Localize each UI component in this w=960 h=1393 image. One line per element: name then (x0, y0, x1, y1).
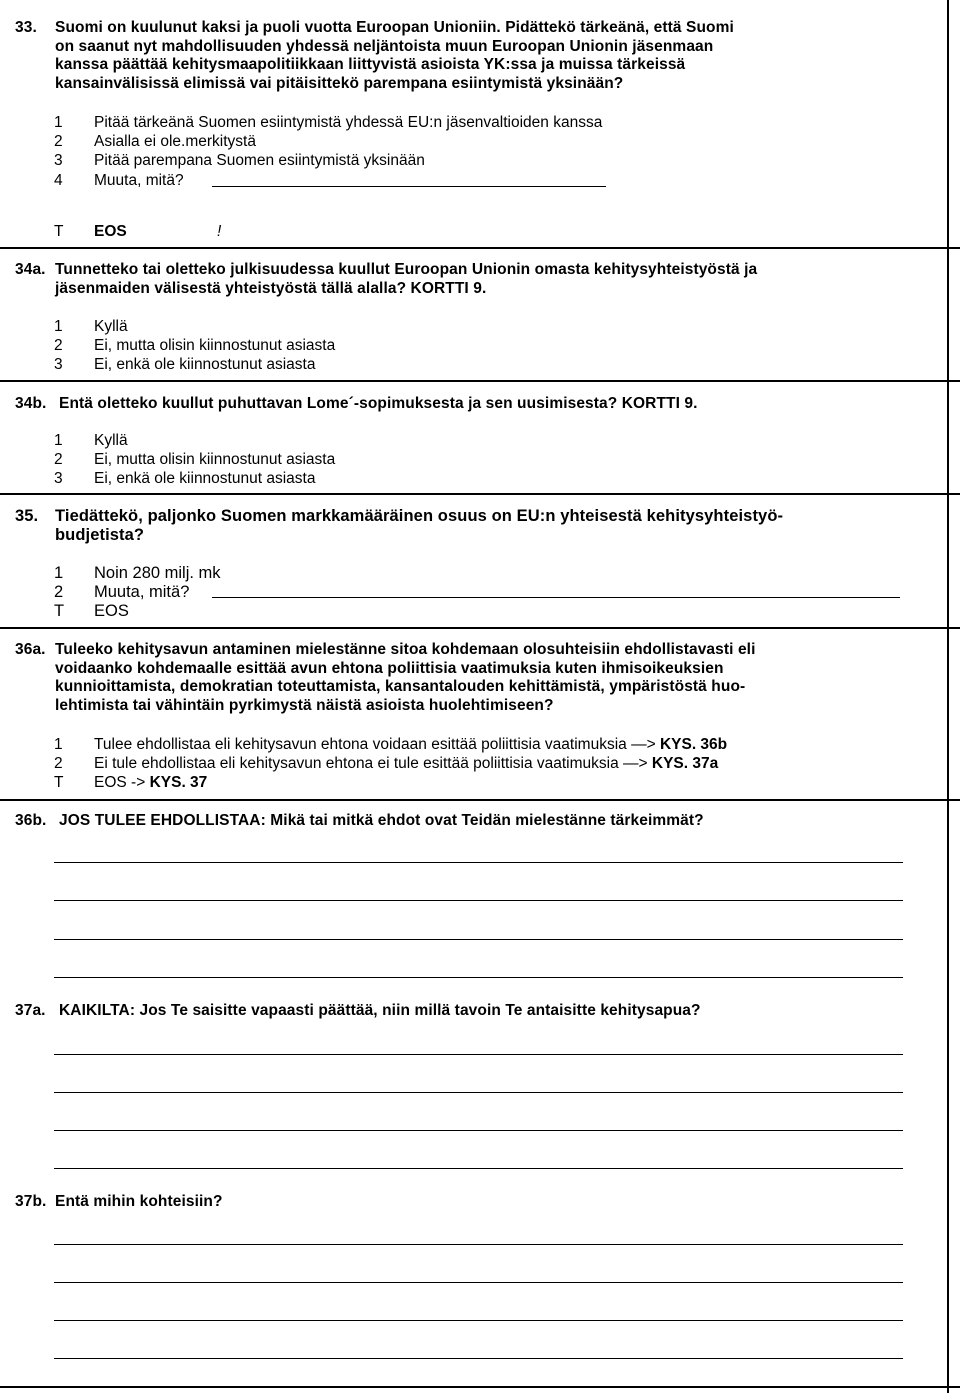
bottom-border (0, 1386, 960, 1388)
answer-line-36b-4[interactable] (54, 977, 903, 978)
question-number: 37b. (15, 1193, 47, 1210)
question-number: 35. (15, 507, 39, 525)
right-border (947, 0, 949, 1393)
goto-label: KYS. 36b (659, 736, 728, 753)
question-text: Tunnetteko tai oletteko julkisuudessa kuullut Euroopan Unionin omasta kehitysyhteistyöstä ja jäsenmaiden välisestä yhteistyöstä tällä alalla? KORTTI 9. (55, 261, 758, 297)
divider-34a (0, 380, 960, 382)
question-text: JOS TULEE EHDOLLISTAA: Mikä tai mitkä ehdot ovat Teidän mielestänne tärkeimmät? (59, 812, 704, 829)
divider-34b (0, 493, 960, 495)
answer-line-37b-1[interactable] (54, 1244, 903, 1245)
question-text: Suomi on kuulunut kaksi ja puoli vuotta Euroopan Unioniin. Pidättekö tärkeänä, että Suomi on saanut nyt mahdollisuuden yhdessä neljäntoista muun Euroopan Unionin jäsenmaan kanssa päättää kehitysmaapolitiikkaan liittyvistä asioista YK:ssa ja muissa tärkeissä kansainvälisissä elimissä vai pitäisittekö parempana esiintymistä yksinään? (55, 19, 734, 92)
answer-line-37b-4[interactable] (54, 1358, 903, 1359)
answer-line-37a-2[interactable] (54, 1092, 903, 1093)
answer-line-37a-4[interactable] (54, 1168, 903, 1169)
other-answer-line-35[interactable] (212, 597, 900, 598)
answer-line-36b-3[interactable] (54, 939, 903, 940)
question-number: 36b. (15, 812, 47, 829)
divider-36a (0, 799, 960, 801)
question-text: Tuleeko kehitysavun antaminen mielestänne sitoa kohdemaan olosuhteisiin ehdollistavasti eli voidaanko kohdemaalle esittää avun ehtona poliittisia vaatimuksia kuten ihmisoikeuksien kunnioittamista, demokratian toteuttamista, kansantalouden kehittämistä, ympäristöstä huo- lehtimista tai vähintäin pyrkimystä näistä asioista huolehtimiseen? (55, 641, 756, 714)
question-text: Entä mihin kohteisiin? (55, 1193, 223, 1210)
question-text: KAIKILTA: Jos Te saisitte vapaasti päättää, niin millä tavoin Te antaisitte kehitysapua? (59, 1002, 701, 1019)
question-number: 33. (15, 19, 37, 36)
question-text: Tiedättekö, paljonko Suomen markkamääräinen osuus on EU:n yhteisestä kehitysyhteistyö- budjetista? (55, 507, 784, 544)
goto-label: KYS. 37 (149, 774, 208, 791)
divider-33 (0, 247, 960, 249)
question-text: Entä oletteko kuullut puhuttavan Lome´-sopimuksesta ja sen uusimisesta? KORTTI 9. (59, 395, 698, 412)
question-number: 34a. (15, 261, 46, 278)
question-number: 36a. (15, 641, 46, 658)
answer-line-37a-1[interactable] (54, 1054, 903, 1055)
answer-line-36b-1[interactable] (54, 862, 903, 863)
question-number: 37a. (15, 1002, 46, 1019)
question-number: 34b. (15, 395, 47, 412)
divider-35 (0, 627, 960, 629)
answer-line-37a-3[interactable] (54, 1130, 903, 1131)
answer-line-37b-3[interactable] (54, 1320, 903, 1321)
goto-label: KYS. 37a (651, 755, 719, 772)
answer-line-36b-2[interactable] (54, 900, 903, 901)
answer-line-37b-2[interactable] (54, 1282, 903, 1283)
other-answer-line-33[interactable] (212, 186, 606, 187)
